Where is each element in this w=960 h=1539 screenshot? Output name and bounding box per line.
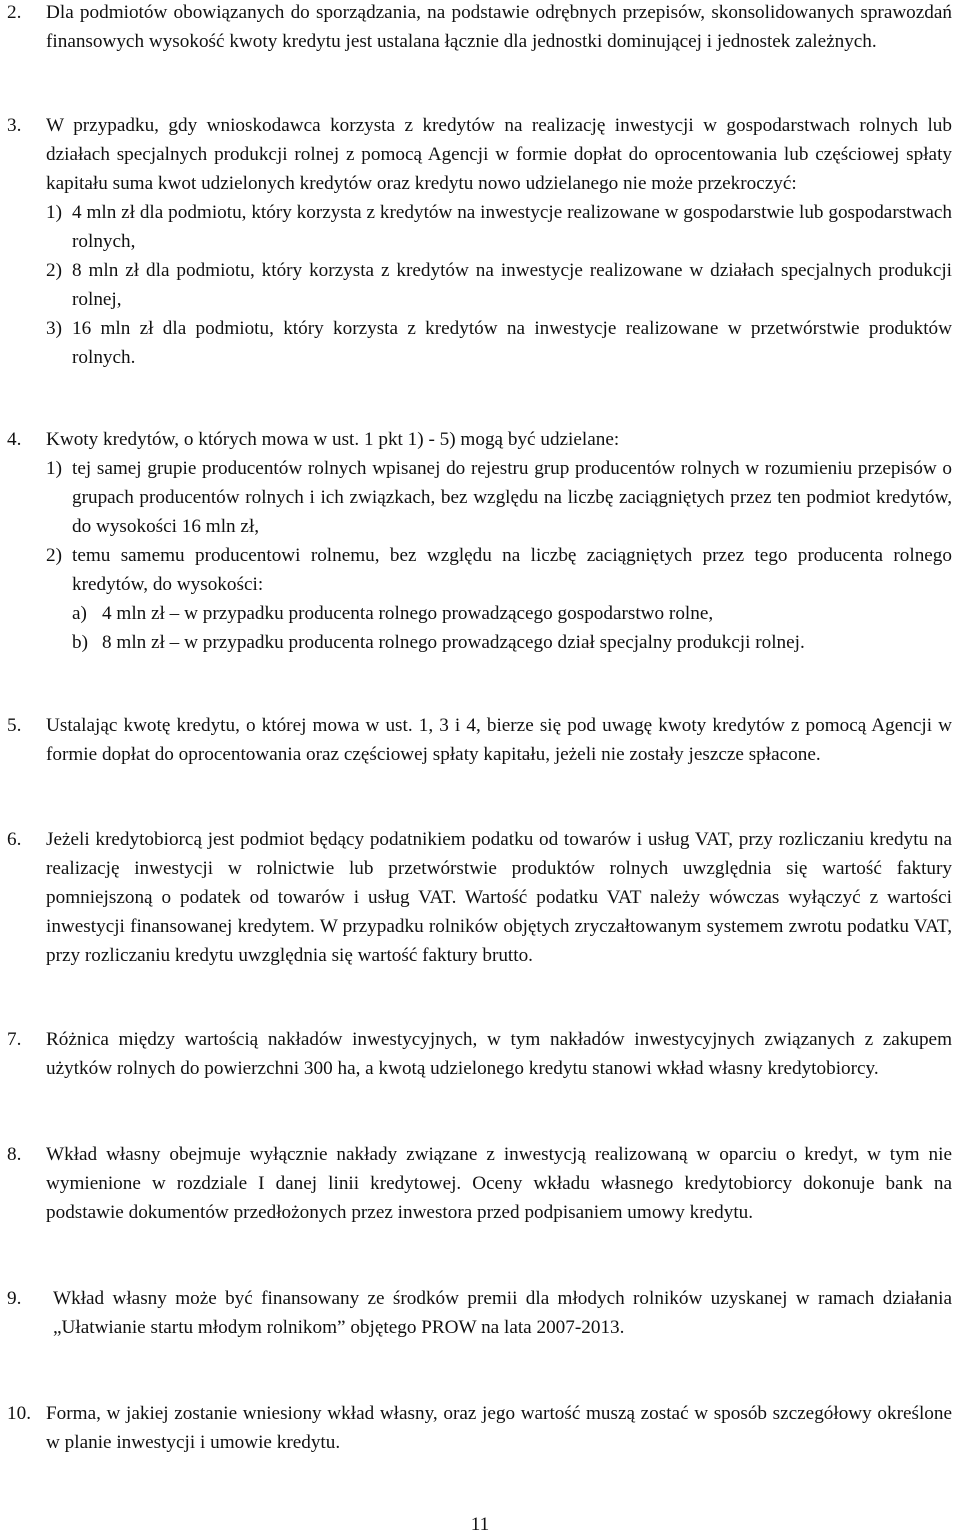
list-item-number: 3) bbox=[46, 318, 62, 339]
sub-list-item bbox=[72, 628, 952, 657]
paragraph-6 bbox=[7, 825, 952, 970]
list-item bbox=[46, 314, 952, 372]
paragraph-number: 2. bbox=[7, 2, 22, 23]
sub-list-item-text: 8 mln zł – w przypadku producenta rolnego prowadzącego dział specjalny produkcji rolnej. bbox=[102, 632, 805, 653]
paragraph-4 bbox=[7, 425, 952, 657]
paragraph-3 bbox=[7, 111, 952, 372]
list-item-number: 1) bbox=[46, 458, 62, 479]
paragraph-2 bbox=[7, 0, 952, 56]
sub-list-item-letter: b) bbox=[72, 632, 88, 653]
list-item bbox=[46, 454, 952, 541]
list-item-text: temu samemu producentowi rolnemu, bez względu na liczbę zaciągniętych przez tego producenta rolnego kredytów, do wysokości: bbox=[72, 545, 952, 595]
paragraph-number: 5. bbox=[7, 715, 22, 736]
paragraph-number: 10. bbox=[7, 1403, 31, 1424]
page-number: 11 bbox=[470, 1514, 490, 1535]
list-item-number: 2) bbox=[46, 260, 62, 281]
list-item-number: 1) bbox=[46, 202, 62, 223]
paragraph-number: 8. bbox=[7, 1144, 22, 1165]
paragraph-number: 7. bbox=[7, 1029, 22, 1050]
paragraph-number: 3. bbox=[7, 115, 22, 136]
paragraph-number: 4. bbox=[7, 429, 22, 450]
list-item-text: 16 mln zł dla podmiotu, który korzysta z kredytów na inwestycje realizowane w przetwórstwie produktów rolnych. bbox=[72, 318, 952, 368]
list-item bbox=[46, 198, 952, 256]
paragraph-text: Różnica między wartością nakładów inwestycyjnych, w tym nakładów inwestycyjnych związanych z zakupem użytków rolnych do powierzchni 300 ha, a kwotą udzielonego kredytu stanowi wkład własny kredytobiorcy. bbox=[46, 1029, 952, 1079]
paragraph-5 bbox=[7, 711, 952, 769]
list-item bbox=[46, 256, 952, 314]
paragraph-7 bbox=[7, 1025, 952, 1083]
paragraph-text: Jeżeli kredytobiorcą jest podmiot będący podatnikiem podatku od towarów i usług VAT, przy rozliczaniu kredytu na realizację inwestycji w rolnictwie lub przetwórstwie produktów rolnych uwzględnia się wartość faktury pomniejszoną o podatek od towarów i usług VAT. Wartość podatku VAT należy wówczas wyłączyć z wartości inwestycji finansowanej kredytem. W przypadku rolników objętych zryczałtowanym systemem zwrotu podatku VAT, przy rozliczaniu kredytu uwzględnia się wartość faktury brutto. bbox=[46, 829, 952, 966]
paragraph-text: Wkład własny może być finansowany ze środków premii dla młodych rolników uzyskanej w ramach działania „Ułatwianie startu młodym rolnikom” objętego PROW na lata 2007-2013. bbox=[53, 1288, 952, 1338]
list-item-text: tej samej grupie producentów rolnych wpisanej do rejestru grup producentów rolnych w rozumieniu przepisów o grupach producentów rolnych i ich związkach, bez względu na liczbę zaciągniętych przez ten podmiot kredytów, do wysokości 16 mln zł, bbox=[72, 458, 952, 537]
list-item-text: 8 mln zł dla podmiotu, który korzysta z kredytów na inwestycje realizowane w działach specjalnych produkcji rolnej, bbox=[72, 260, 952, 310]
paragraph-10 bbox=[7, 1399, 952, 1457]
paragraph-text: Wkład własny obejmuje wyłącznie nakłady związane z inwestycją realizowaną w oparciu o kredyt, w tym nie wymienione w rozdziale I danej linii kredytowej. Oceny wkładu własnego kredytobiorcy dokonuje bank na podstawie dokumentów przedłożonych przez inwestora przed podpisaniem umowy kredytu. bbox=[46, 1144, 952, 1223]
list-item-text: 4 mln zł dla podmiotu, który korzysta z kredytów na inwestycje realizowane w gospodarstwie lub gospodarstwach rolnych, bbox=[72, 202, 952, 252]
paragraph-text: Kwoty kredytów, o których mowa w ust. 1 pkt 1) - 5) mogą być udzielane: bbox=[46, 429, 620, 450]
list-item bbox=[46, 541, 952, 599]
paragraph-8 bbox=[7, 1140, 952, 1227]
paragraph-number: 9. bbox=[7, 1288, 22, 1309]
paragraph-text: W przypadku, gdy wnioskodawca korzysta z kredytów na realizację inwestycji w gospodarstwach rolnych lub działach specjalnych produkcji rolnej z pomocą Agencji w formie dopłat do oprocentowania lub częściowej spłaty kapitału suma kwot udzielonych kredytów oraz kredytu nowo udzielanego nie może przekroczyć: bbox=[46, 115, 952, 194]
sub-list-item-text: 4 mln zł – w przypadku producenta rolnego prowadzącego gospodarstwo rolne, bbox=[102, 603, 714, 624]
paragraph-9 bbox=[7, 1284, 952, 1342]
paragraph-text: Dla podmiotów obowiązanych do sporządzania, na podstawie odrębnych przepisów, skonsolidowanych sprawozdań finansowych wysokość kwoty kredytu jest ustalana łącznie dla jednostki dominującej i jednostek zależnych. bbox=[46, 2, 952, 52]
paragraph-number: 6. bbox=[7, 829, 22, 850]
sub-list-item-letter: a) bbox=[72, 603, 87, 624]
paragraph-text: Ustalając kwotę kredytu, o której mowa w ust. 1, 3 i 4, bierze się pod uwagę kwoty kredytów z pomocą Agencji w formie dopłat do oprocentowania oraz częściowej spłaty kapitału, jeżeli nie zostały jeszcze spłacone. bbox=[46, 715, 952, 765]
paragraph-text: Forma, w jakiej zostanie wniesiony wkład własny, oraz jego wartość muszą zostać w sposób szczegółowy określone w planie inwestycji i umowie kredytu. bbox=[46, 1403, 952, 1453]
list-item-number: 2) bbox=[46, 545, 62, 566]
sub-list-item bbox=[72, 599, 952, 628]
